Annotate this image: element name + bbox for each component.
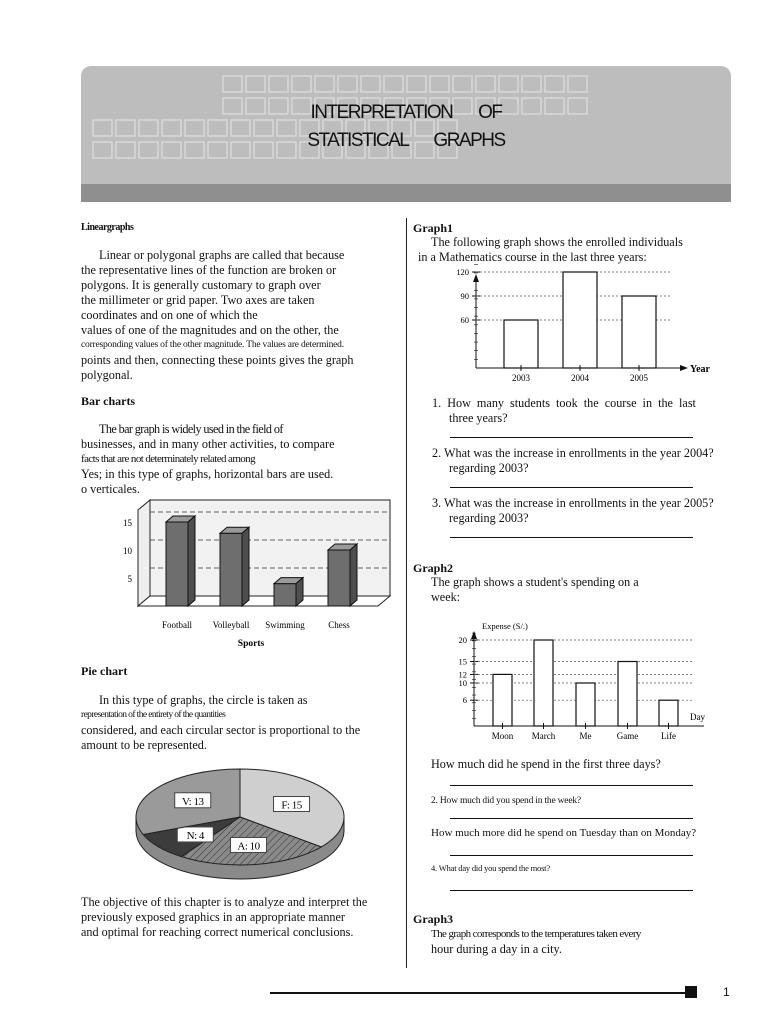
text-line: representation of the entirety of the quantities <box>81 710 226 720</box>
x-axis-arrow <box>680 365 688 371</box>
bar <box>622 296 656 368</box>
text-line: week: <box>431 590 461 604</box>
banner-grid-cell <box>407 76 426 92</box>
chart-side-wall <box>138 500 150 606</box>
banner-grid-cell <box>315 76 334 92</box>
graph2-heading: Graph2 <box>413 561 454 575</box>
y-tick-label: 5 <box>127 574 132 584</box>
graph2-intro <box>431 575 731 605</box>
graph2-question-4: 4. What day did you spend the most? <box>431 863 550 873</box>
answer-line[interactable] <box>450 855 693 856</box>
answer-line[interactable] <box>450 785 693 786</box>
y-tick-label: 12 <box>458 669 467 680</box>
bar <box>563 272 597 368</box>
text-line: Linear or polygonal graphs are called that because <box>99 248 345 262</box>
banner-grid-cell <box>499 76 518 92</box>
x-tick-label: Volleyball <box>212 620 250 630</box>
graph1-bar-chart <box>440 267 730 384</box>
text-line: in a Mathematics course in the last three years: <box>418 250 647 264</box>
graph2-question-1: How much did he spend in the first three days? <box>431 757 661 771</box>
text-line: regarding 2003? <box>449 511 529 525</box>
x-tick-label: 2004 <box>571 373 589 383</box>
answer-line[interactable] <box>450 437 693 438</box>
banner-grid-cell <box>292 76 311 92</box>
banner-grid-cell <box>545 76 564 92</box>
text-line: polygons. It is generally customary to graph over <box>81 278 321 292</box>
banner-grid-cell <box>430 76 449 92</box>
x-tick-label: Moon <box>491 731 514 741</box>
y-axis-arrow <box>471 631 477 639</box>
x-tick-label: Chess <box>328 620 350 630</box>
banner-grid-cell <box>568 76 587 92</box>
y-axis-label: Expense (S/.) <box>482 621 528 631</box>
y-tick-label: 20 <box>458 635 467 645</box>
text-line: the millimeter or grid paper. Two axes are taken <box>81 293 315 307</box>
bar <box>328 550 350 606</box>
slice-label: A: 10 <box>237 840 260 853</box>
banner-grid-cell <box>522 76 541 92</box>
x-tick-label: 2003 <box>512 373 530 383</box>
graph3-heading: Graph3 <box>413 912 454 926</box>
graph1-intro <box>418 235 728 265</box>
footer-rule <box>270 992 688 994</box>
bar <box>220 533 242 606</box>
bar-side <box>188 516 195 606</box>
pie-chart <box>130 762 350 882</box>
text-line: previously exposed graphics in an appropriate manner <box>81 910 345 924</box>
text-line: The bar graph is widely used in the field of <box>99 422 283 436</box>
bar <box>618 662 637 727</box>
graph1-heading: Graph1 <box>413 221 454 235</box>
column-divider <box>406 218 407 968</box>
graph2-question-2: 2. How much did you spend in the week? <box>431 796 581 806</box>
text-line: o verticales. <box>81 482 140 496</box>
answer-line[interactable] <box>450 487 693 488</box>
x-tick-label: Life <box>661 731 676 741</box>
y-tick-label: 10 <box>458 678 467 688</box>
banner-grid-cell <box>223 76 242 92</box>
text-line: The objective of this chapter is to analyze and interpret the <box>81 895 368 909</box>
banner-grid-cell <box>269 76 288 92</box>
text-line: three years? <box>449 411 508 425</box>
y-tick-label: 10 <box>123 546 132 556</box>
y-tick-label: 90 <box>460 291 469 301</box>
bar <box>534 640 553 726</box>
text-line: values of one of the magnitudes and on the other, the <box>81 323 339 337</box>
bar <box>274 584 296 606</box>
banner-grid-cell <box>361 76 380 92</box>
banner-grid-cell <box>453 76 472 92</box>
banner-grid-cell <box>338 76 357 92</box>
text-line: facts that are not determinately related among <box>81 453 255 465</box>
banner-grid-cell <box>246 76 265 92</box>
x-tick-label: Game <box>616 731 639 741</box>
slice-label: N: 4 <box>186 829 204 842</box>
slice-label: V: 13 <box>182 795 204 808</box>
footer-square-icon <box>685 986 697 998</box>
text-line: and optimal for reaching correct numerical conclusions. <box>81 925 354 939</box>
graph3-intro <box>431 927 731 957</box>
text-line: businesses, and in many other activities, to compare <box>81 437 335 451</box>
page-title-line1: INTERPRETATION OF <box>310 102 502 123</box>
pie-paragraph <box>81 693 381 753</box>
text-line: The graph corresponds to the temperatures taken every <box>431 928 641 940</box>
text-line: The following graph shows the enrolled individuals <box>431 235 683 249</box>
conclusion-paragraph <box>81 895 381 940</box>
text-line: 3. What was the increase in enrollments in the year 2005? <box>432 496 714 510</box>
pie-heading: Pie chart <box>81 664 128 678</box>
answer-line[interactable] <box>450 537 693 538</box>
y-tick-label: 6 <box>462 695 467 706</box>
bar-heading: Bar charts <box>81 394 136 408</box>
x-axis-label: Day <box>690 712 705 722</box>
text-line: Yes; in this type of graphs, horizontal bars are used. <box>81 467 334 481</box>
banner-grid-cell <box>476 76 495 92</box>
text-line: the representative lines of the function are broken or <box>81 263 337 277</box>
text-line: 2. What was the increase in enrollments in the year 2004? <box>432 446 714 460</box>
text-line: amount to be represented. <box>81 738 207 752</box>
page-title-line2: STATISTICAL GRAPHS <box>307 130 505 151</box>
text-line: considered, and each circular sector is proportional to the <box>81 723 361 737</box>
graph1-question-3 <box>432 496 747 526</box>
x-tick-label: March <box>531 731 556 741</box>
graph1-question-2 <box>432 446 747 476</box>
x-tick-label: Me <box>579 731 592 741</box>
x-tick-label: Swimming <box>265 620 305 630</box>
y-tick-label: 60 <box>460 315 469 325</box>
bar <box>166 522 188 606</box>
bar <box>576 683 595 726</box>
y-tick-label: 120 <box>456 267 469 277</box>
bar <box>659 700 678 726</box>
bar-side <box>242 527 249 606</box>
text-line: coordinates and on one of which the <box>81 308 258 322</box>
text-line: regarding 2003? <box>449 461 529 475</box>
graph2-question-3: How much more did he spend on Tuesday than on Monday? <box>431 827 697 839</box>
answer-line[interactable] <box>450 890 693 891</box>
x-tick-label: Football <box>161 620 193 630</box>
text-line: The graph shows a student's spending on a <box>431 575 639 589</box>
bar <box>493 674 512 726</box>
x-tick-label: 2005 <box>630 373 648 383</box>
slice-label: F: 15 <box>281 799 302 812</box>
y-tick-label: 15 <box>123 518 132 528</box>
banner-strip <box>81 184 731 202</box>
text-line: polygonal. <box>81 368 133 382</box>
answer-line[interactable] <box>450 818 693 819</box>
page-number: 1 <box>723 985 730 999</box>
x-axis-label: Sports <box>237 639 265 649</box>
text-line: In this type of graphs, the circle is taken as <box>99 693 308 707</box>
graph2-bar-chart <box>440 617 730 747</box>
sports-bar-chart <box>110 508 390 650</box>
header-banner <box>81 66 731 202</box>
bar-side <box>350 544 357 606</box>
banner-grid-cell <box>384 76 403 92</box>
linear-heading: Lineargraphs <box>81 222 134 233</box>
bar-paragraph <box>81 422 371 497</box>
text-line: hour during a day in a city. <box>431 942 562 956</box>
text-line: points and then, connecting these points gives the graph <box>81 353 354 367</box>
text-line: corresponding values of the other magnitude. The values are determined. <box>81 340 344 350</box>
linear-paragraph <box>81 248 371 383</box>
text-line: 1. How many students took the course in the last <box>432 396 696 410</box>
x-axis-label: Year <box>690 364 710 375</box>
bar <box>504 320 538 368</box>
y-tick-label: 15 <box>458 656 467 667</box>
y-axis-arrow <box>473 274 479 282</box>
graph1-question-1 <box>432 396 742 426</box>
